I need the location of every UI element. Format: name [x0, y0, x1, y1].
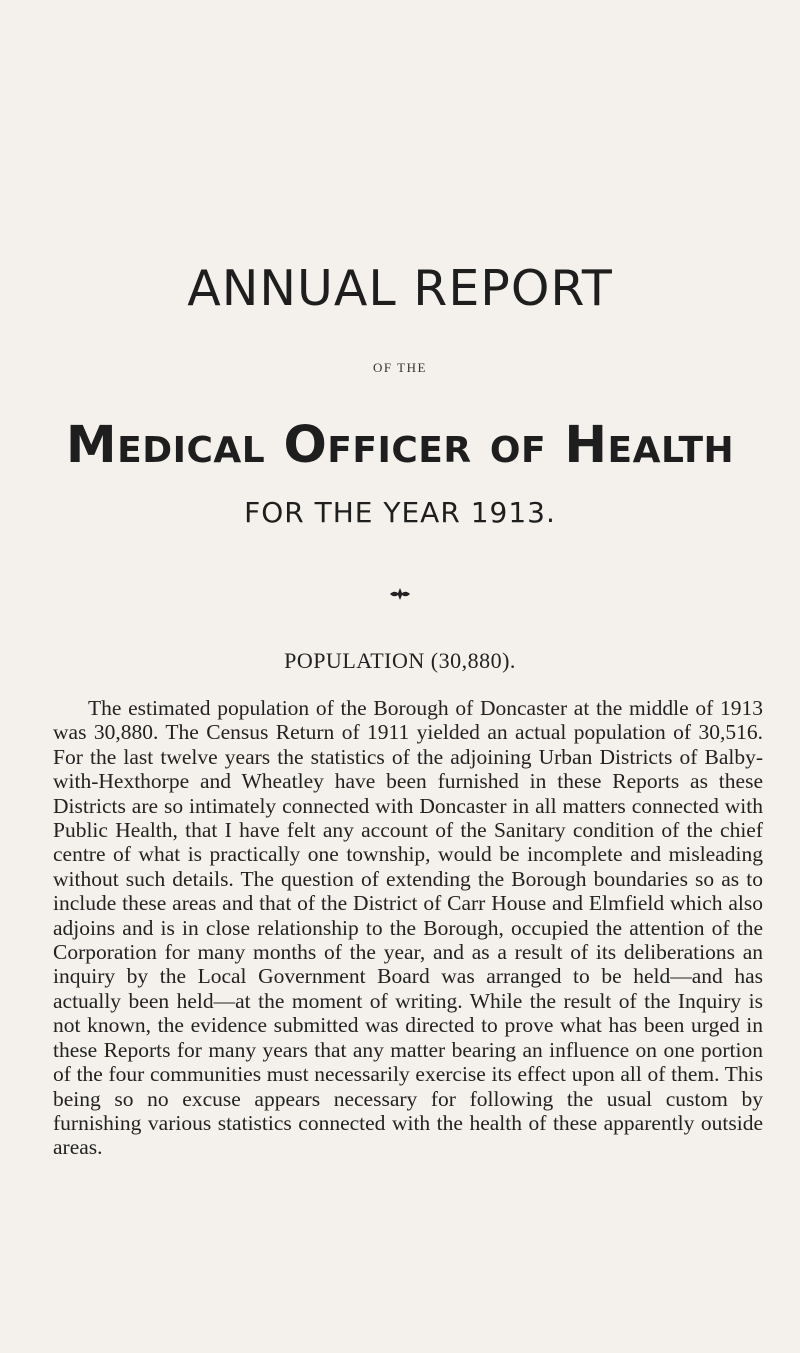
report-title: ANNUAL REPORT — [187, 260, 613, 317]
office-title: Medical Officer of Health — [65, 416, 735, 475]
fleuron-ornament-icon — [388, 586, 412, 602]
title-connector: OF THE — [373, 360, 427, 375]
section-heading: POPULATION (30,880). — [284, 648, 516, 673]
body-paragraph: The estimated population of the Borough of Doncaster at the middle of 1913 was 30,880. The Census Return of 1911 yielded an actual population of 30,516. For the last twelve years the statistics of the adjoining Urban Districts of Balby-with-Hexthorpe and Wheatley have been furnished in these Reports as these Districts are so intimately connected with Doncaster in all matters connected with Public Health, that I have felt any account of the Sanitary condition of the chief centre of what is practically one township, would be incomplete and misleading without such details. The question of extending the Borough boundaries so as to include these areas and that of the District of Carr House and Elmfield which also adjoins and is in close relationship to the Borough, occupied the attention of the Corporation for many months of the year, and as a result of its deliberations an inquiry by the Local Government Board was arranged to be held—and has actually been held—at the moment of writing. While the result of the Inquiry is not known, the evidence submitted was directed to prove what has been urged in these Reports for many years that any matter bearing an influence on one portion of the four communities must necessarily exercise its effect upon all of them. This being so no excuse appears necessary for following the usual custom by furnishing various statistics connected with the health of these apparently outside areas. — [53, 696, 763, 1160]
report-year: FOR THE YEAR 1913. — [244, 496, 556, 529]
